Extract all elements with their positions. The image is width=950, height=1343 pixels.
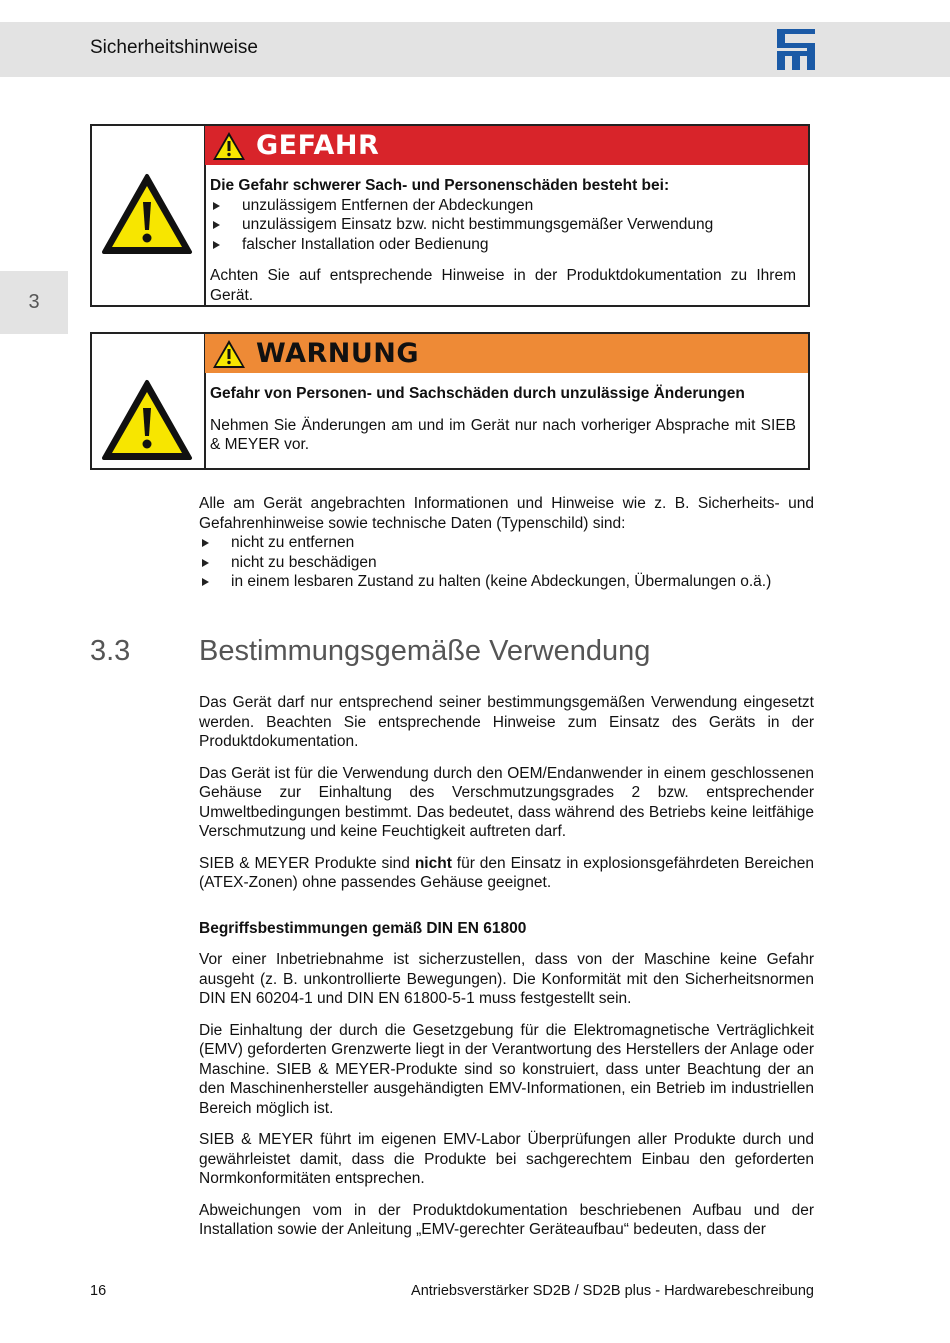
danger-icon-column [92,126,206,305]
paragraph: Das Gerät darf nur entsprechend seiner bestimmungsgemäßen Verwendung eingesetzt werden. Beachten Sie entsprechende Hinweise zum Einsatz des Geräts in der Produktdokumentation. [199,694,814,750]
danger-label: GEFAHR [256,130,380,161]
warning-triangle-icon [100,378,194,462]
warning-note: Nehmen Sie Änderungen am und im Gerät nur nach vorheriger Absprache mit SIEB & MEYER vor. [210,416,796,453]
list-item: nicht zu beschädigen [199,553,814,573]
warning-triangle-icon [100,172,194,256]
header-title: Sicherheitshinweise [90,37,258,58]
danger-notice [90,124,810,307]
paragraph: Vor einer Inbetriebnahme ist sicherzustellen, dass von der Maschine keine Gefahr ausgeht (z. B. unkontrollierte Bewegungen). Die Konformität mit den Sicherheitsnormen DIN EN 60204-1 und DIN EN 61800-5-1 muss festgestellt sein. [199,951,814,1007]
intro-block [199,494,814,592]
intro-list [199,533,814,592]
intro-text: Alle am Gerät angebrachten Informationen und Hinweise wie z. B. Sicherheits- und Gefahrenhinweise sowie technische Daten (Typenschild) sind: [199,495,814,532]
danger-lead: Die Gefahr schwerer Sach- und Personenschäden besteht bei: [210,177,670,194]
page-number: 16 [90,1283,107,1299]
list-item: in einem lesbaren Zustand zu halten (keine Abdeckungen, Übermalungen o.ä.) [199,572,814,592]
paragraph: Das Gerät ist für die Verwendung durch den OEM/Endanwender in einem geschlossenen Gehäuse zur Einhaltung des Verschmutzungsgrades 2 bzw. entsprechender Umweltbedingungen bestimmt. Das bedeutet, dass während des Betriebs keine leitfähige Verschmutzung und keine Feuchtigkeit auftreten darf. [199,764,814,840]
list-item: nicht zu entfernen [199,533,814,553]
list-item: unzulässigem Einsatz bzw. nicht bestimmungsgemäßer Verwendung [210,215,796,235]
danger-banner [205,126,808,165]
warning-lead: Gefahr von Personen- und Sachschäden durch unzulässige Änderungen [210,385,745,402]
list-item: unzulässigem Entfernen der Abdeckungen [210,196,796,216]
list-item: falscher Installation oder Bedienung [210,235,796,255]
danger-list [210,196,796,255]
page-header [0,22,950,77]
section-body [199,693,814,1252]
paragraph-text: SIEB & MEYER Produkte sind [199,854,415,872]
subheading: Begriffsbestimmungen gemäß DIN EN 61800 [199,919,527,937]
paragraph: Die Einhaltung der durch die Gesetzgebung für die Elektromagnetische Verträglichkeit (EMV) geforderten Grenzwerte liegt in der Verantwortung des Herstellers der Anlage oder Maschine. SIEB & MEYER-Produkte sind so konstruiert, dass unter Beachtung der an den Maschinenhersteller ausgehändigten EMV-Informationen, ein Betrieb im industriellen Bereich möglich ist. [199,1021,814,1117]
section-title: Bestimmungsgemäße Verwendung [199,635,651,667]
warning-notice [90,332,810,470]
warning-content [210,384,796,455]
warning-label: WARNUNG [256,338,420,369]
warning-triangle-icon [212,339,246,369]
danger-content [210,176,796,305]
paragraph: Abweichungen vom in der Produktdokumentation beschriebenen Aufbau und der Installation sowie der Anleitung „EMV-gerechter Geräteaufbau“ bedeuten, dass der [199,1201,814,1238]
section-number: 3.3 [90,635,131,667]
paragraph-text: für den Einsatz in explosionsgefährdeten Bereichen (ATEX-Zonen) ohne passendes Gehäuse geeignet. [199,854,814,891]
danger-note: Achten Sie auf entsprechende Hinweise in der Produktdokumentation zu Ihrem Gerät. [210,267,796,304]
warning-banner [205,334,808,373]
sieb-meyer-logo-icon [777,29,815,70]
paragraph: SIEB & MEYER führt im eigenen EMV-Labor Überprüfungen aller Produkte durch und gewährleistet damit, dass die Produkte bei sachgerechtem Einbau den geforderten Normkonformitäten entsprechen. [199,1131,814,1187]
warning-triangle-icon [212,131,246,161]
warning-icon-column [92,334,206,468]
chapter-tab: 3 [0,271,68,334]
document-title: Antriebsverstärker SD2B / SD2B plus - Hardwarebeschreibung [411,1283,814,1299]
paragraph [199,854,814,893]
emphasis: nicht [414,854,452,872]
